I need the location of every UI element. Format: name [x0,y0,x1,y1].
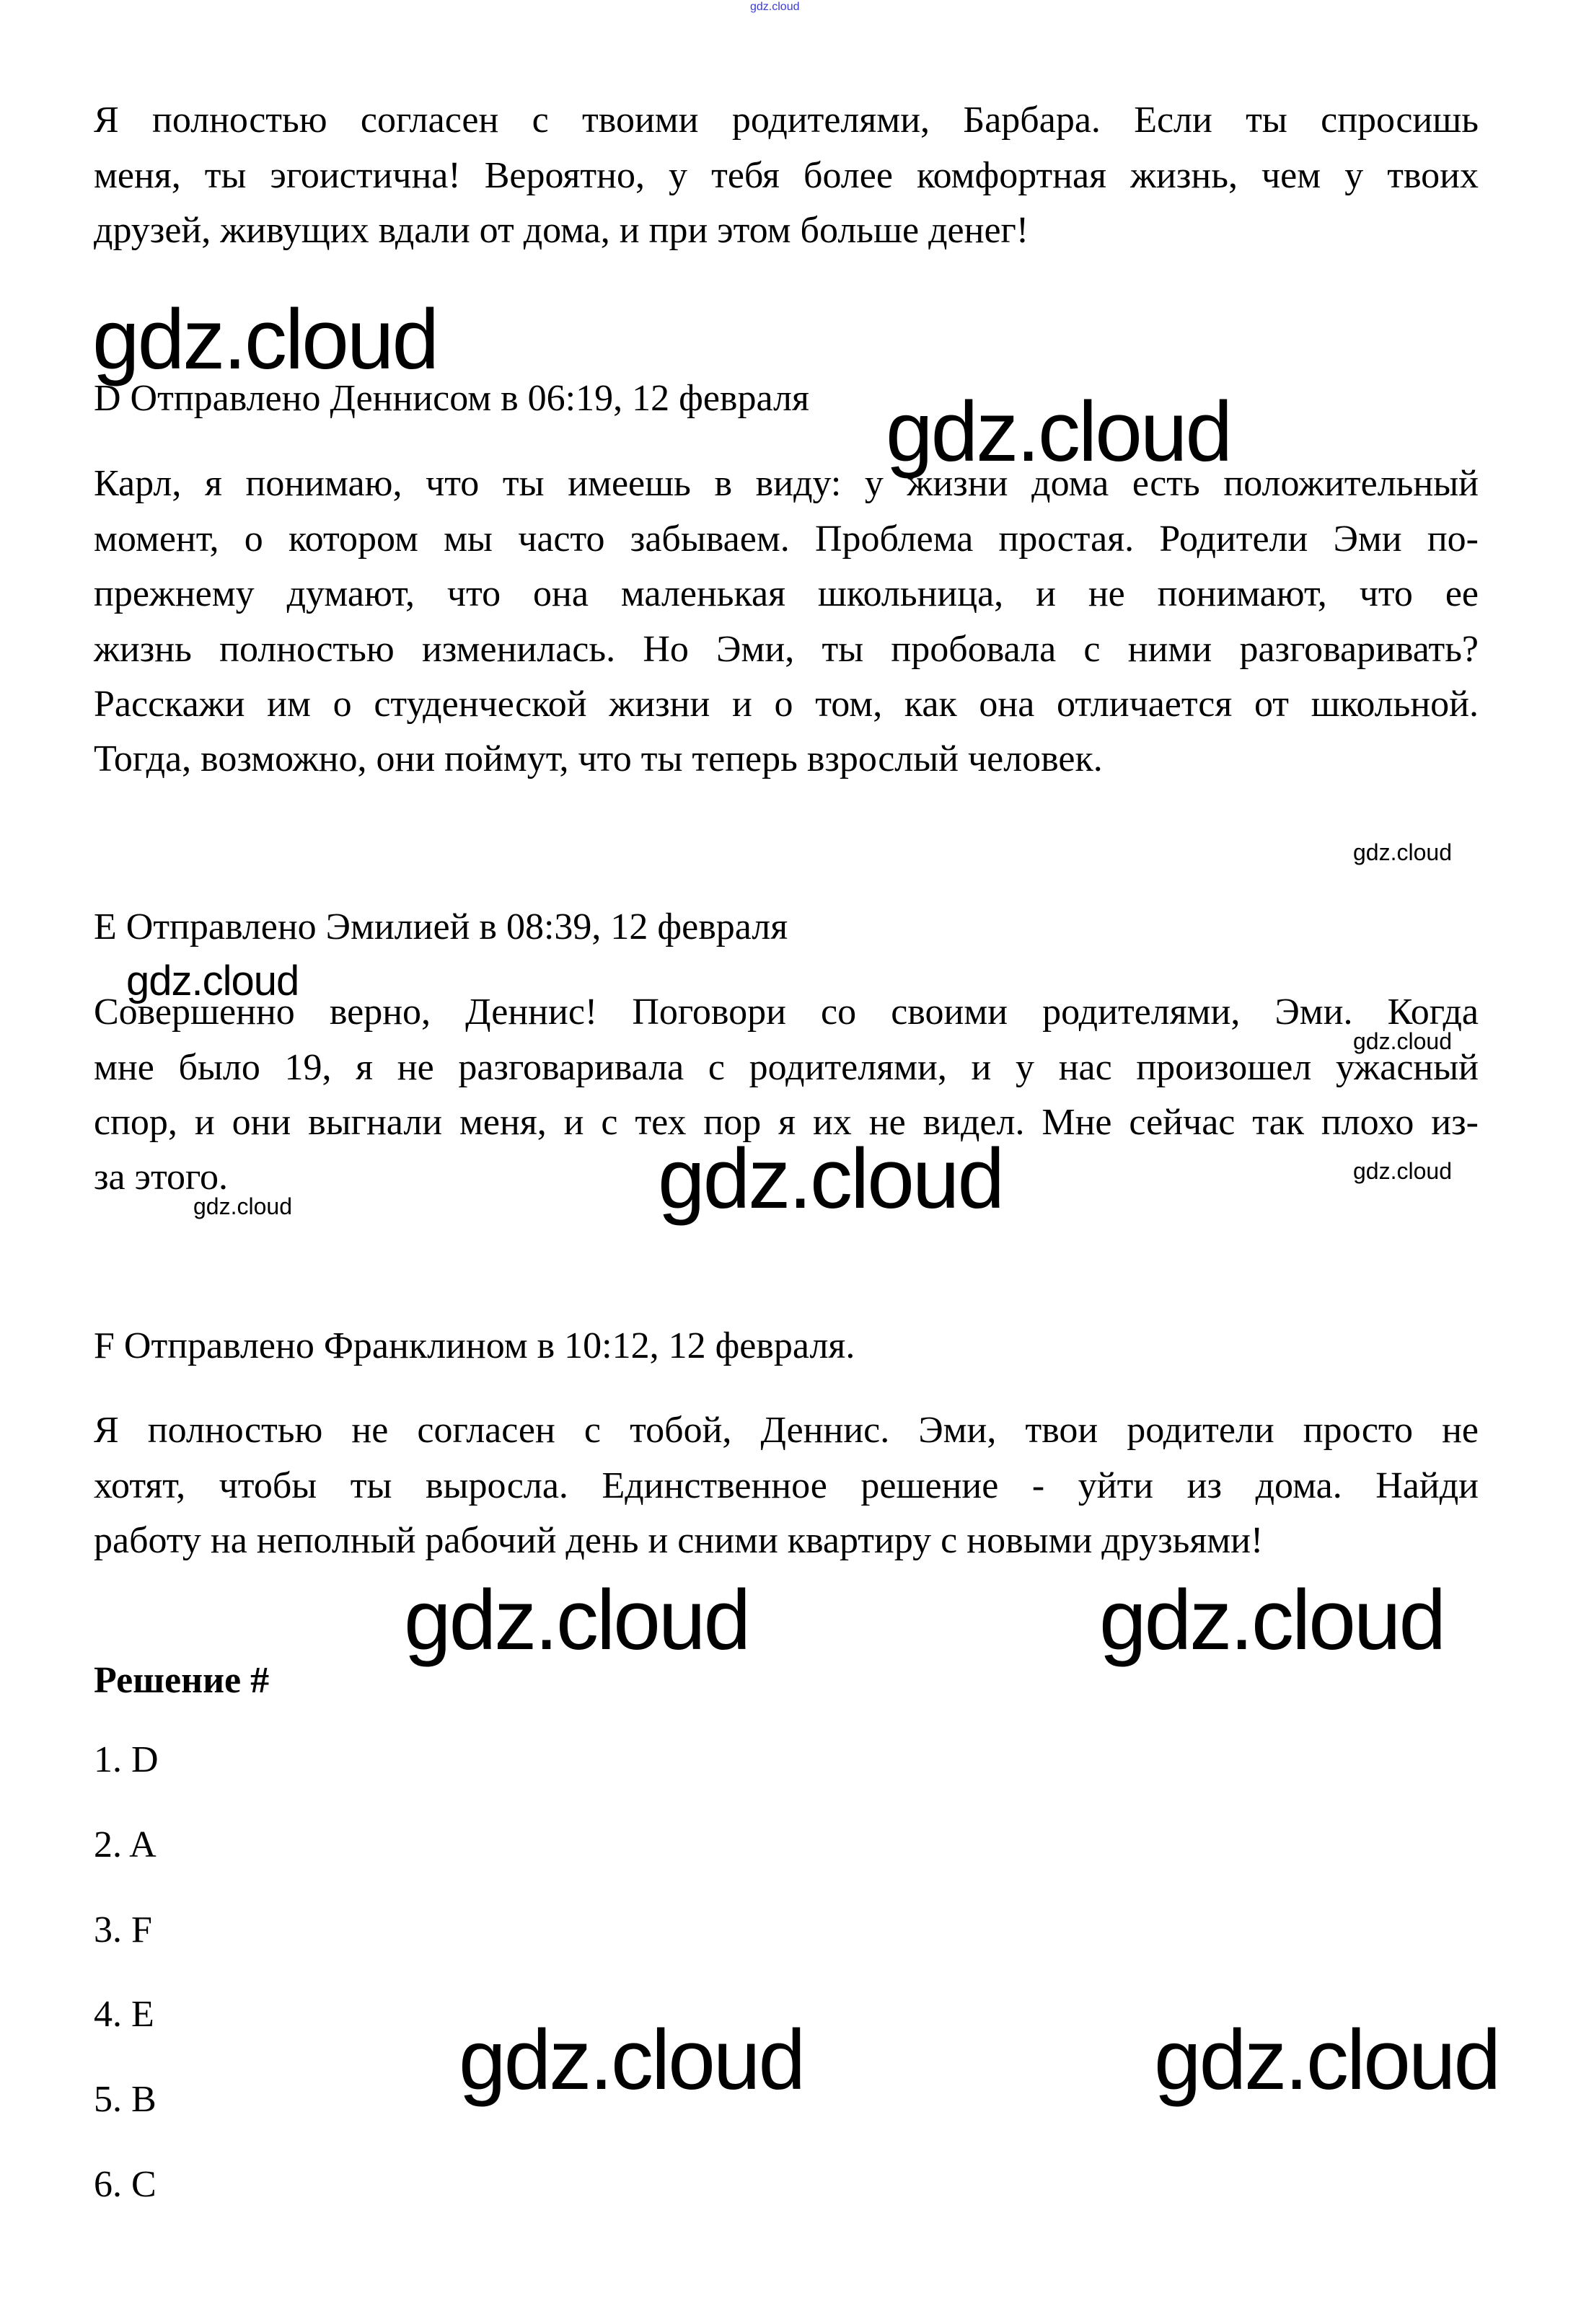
answer-item: 4. E [94,1994,154,2035]
watermark: gdz.cloud [126,958,299,1004]
solution-title: Решение # [94,1660,270,1701]
watermark: gdz.cloud [1353,839,1452,865]
watermark: gdz.cloud [658,1131,1003,1227]
answer-item: 6. C [94,2164,157,2205]
watermark: gdz.cloud [1353,1028,1452,1054]
paragraph-line: Я полностью не согласен с тобой, Деннис. Эми, твои родители просто не [94,1410,1479,1451]
paragraph-line: Я полностью согласен с твоими родителями, Барбара. Если ты спросишь [94,100,1479,141]
watermark: gdz.cloud [1154,2012,1499,2108]
paragraph-line: прежнему думают, что она маленькая школьница, и не понимают, что ее [94,573,1479,614]
message-header-e: E Отправлено Эмилией в 08:39, 12 февраля [94,906,788,947]
watermark: gdz.cloud [404,1573,749,1668]
paragraph-line: Расскажи им о студенческой жизни и о том, как она отличается от школьной. [94,684,1479,725]
top-watermark: gdz.cloud [750,1,800,13]
paragraph-line: спор, и они выгнали меня, и с тех пор я их не видел. Мне сейчас так плохо из- [94,1102,1479,1143]
paragraph-line: Карл, я понимаю, что ты имеешь в виду: у жизни дома есть положительный [94,463,1479,504]
paragraph-line: жизнь полностью изменилась. Но Эми, ты пробовала с ними разговаривать? [94,629,1479,670]
paragraph-line: меня, ты эгоистична! Вероятно, у тебя более комфортная жизнь, чем у твоих [94,155,1479,196]
message-header-d: D Отправлено Деннисом в 06:19, 12 февраля [94,378,809,419]
paragraph-line: мне было 19, я не разговаривала с родителями, и у нас произошел ужасный [94,1047,1479,1088]
watermark: gdz.cloud [459,2012,804,2108]
answer-item: 1. D [94,1739,159,1780]
watermark: gdz.cloud [1099,1573,1445,1668]
paragraph-line: друзей, живущих вдали от дома, и при этом больше денег! [94,210,1029,251]
paragraph-line: работу на неполный рабочий день и сними квартиру с новыми друзьями! [94,1520,1264,1561]
paragraph-line: момент, о котором мы часто забываем. Проблема простая. Родители Эми по- [94,518,1479,560]
answer-item: 5. B [94,2079,157,2120]
paragraph-line: Совершенно верно, Деннис! Поговори со своими родителями, Эми. Когда [94,991,1479,1033]
watermark: gdz.cloud [1353,1158,1452,1184]
paragraph-line: хотят, чтобы ты выросла. Единственное решение - уйти из дома. Найди [94,1465,1479,1506]
paragraph-line: Тогда, возможно, они поймут, что ты теперь взрослый человек. [94,738,1103,779]
paragraph-line: за этого. [94,1157,229,1198]
watermark: gdz.cloud [92,292,438,387]
message-header-f: F Отправлено Франклином в 10:12, 12 февраля. [94,1325,855,1366]
watermark: gdz.cloud [193,1193,292,1219]
answer-item: 3. F [94,1909,152,1950]
answer-item: 2. A [94,1824,157,1865]
watermark: gdz.cloud [886,384,1231,480]
